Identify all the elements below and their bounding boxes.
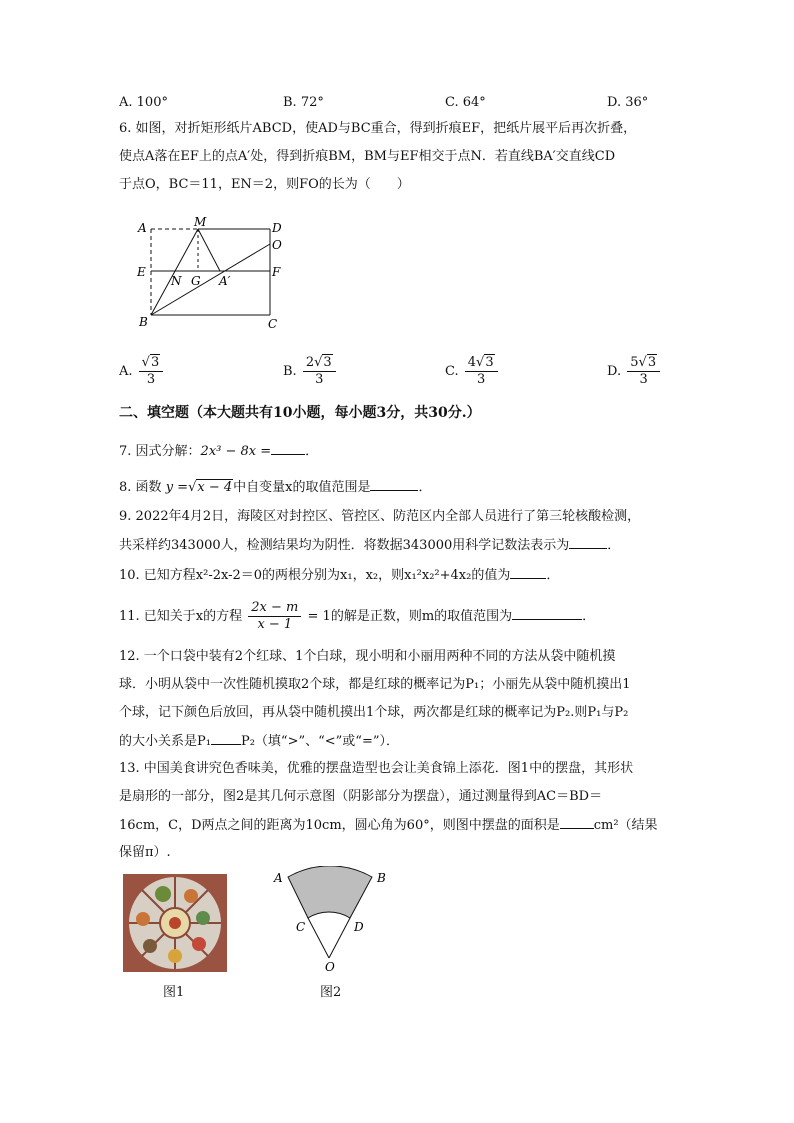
- q6-option-d-coef: 5: [630, 355, 639, 370]
- q12-answer-blank: [211, 732, 241, 745]
- q6-option-b-letter: B.: [283, 364, 297, 379]
- q12-line-2: 球．小明从袋中一次性随机摸取2个球，都是红球的概率记为P₁；小丽先从袋中随机摸出1: [119, 677, 631, 692]
- platter-photo: [123, 874, 227, 972]
- q6-option-a-den: 3: [146, 372, 156, 387]
- label-m: M: [194, 215, 207, 229]
- q6-rectangle-figure: [130, 212, 300, 334]
- q10-text: 10. 已知方程x²-2x-2＝0的两根分别为x₁，x₂，则x₁²x₂²+4x₂的值为: [119, 568, 511, 583]
- q9-line-2-text: 共采样约343000人，检测结果均为阴性．将数据343000用科学记数法表示为: [119, 538, 570, 553]
- q12-line-4-start: 的大小关系是P₁: [119, 734, 211, 749]
- q6-option-a: [119, 355, 165, 388]
- q8-middle: 中自变量x的取值范围是: [233, 480, 371, 495]
- q12-line-4-end: P₂（填“>”、“<”或“=”）．: [240, 734, 399, 749]
- figure-2-caption: 图2: [320, 985, 342, 1000]
- q6-option-a-radicand: 3: [150, 355, 160, 370]
- q6-option-d-den: 3: [639, 372, 648, 387]
- label-n: N: [171, 274, 182, 288]
- label-c: C: [268, 317, 278, 331]
- label-d: D: [272, 221, 282, 235]
- q6-option-b: [283, 355, 338, 388]
- sector-label-o: O: [325, 960, 335, 974]
- q6-line-1: 6. 如图，对折矩形纸片ABCD，使AD与BC重合，得到折痕EF，把纸片展平后再次折叠，: [119, 121, 637, 136]
- q6-option-d-radicand: 3: [647, 355, 657, 370]
- label-e: E: [137, 265, 146, 279]
- q5-option-c: C. 64°: [445, 95, 486, 110]
- sector-label-a: A: [274, 871, 283, 885]
- q8-line: 8. 函数 y =√x − 4中自变量x的取值范围是 ．: [119, 480, 432, 495]
- sector-diagram: [268, 866, 396, 976]
- q8-answer-blank: [370, 478, 418, 491]
- sector-label-b: B: [377, 871, 386, 885]
- q6-option-c-coef: 4: [467, 355, 477, 370]
- q11-prefix: 11. 已知关于x的方程: [119, 609, 243, 624]
- q5-option-b: B. 72°: [283, 95, 324, 110]
- q12-line-4: [119, 732, 679, 751]
- q6-option-b-radicand: 3: [323, 355, 332, 370]
- label-o: O: [272, 238, 282, 252]
- figure-1-caption: 图1: [163, 985, 185, 1000]
- q9-line-2: [119, 536, 679, 555]
- q9-suffix: ．: [607, 538, 621, 553]
- q6-option-a-letter: A.: [119, 364, 133, 379]
- q13-answer-blank: [560, 816, 594, 829]
- q13-line-1: 13. 中国美食讲究色香味美，优雅的摆盘造型也会让美食锦上添花．图1中的摆盘，其形状: [119, 761, 634, 776]
- q12-line-3: 个球，记下颜色后放回，再从袋中随机摸出1个球，两次都是红球的概率记为P₂.则P₁与P₂: [119, 705, 629, 720]
- q13-line-4: 保留π）.: [119, 845, 171, 860]
- q12-line-1: 12. 一个口袋中装有2个红球、1个白球，现小明和小丽用两种不同的方法从袋中随机摸: [119, 649, 616, 664]
- q8-prefix: 8. 函数: [119, 480, 162, 495]
- label-a-prime: A′: [219, 274, 231, 288]
- q6-option-c-fraction: $\frac{4√3}{3}$: [465, 355, 498, 388]
- q6-option-c-letter: C.: [445, 364, 459, 379]
- q6-option-c: [445, 355, 500, 388]
- q6-line-3: 于点O，BC＝11，EN＝2，则FO的长为（ ）: [119, 177, 410, 192]
- q11-suffix: ．: [582, 609, 596, 624]
- q11-line: [119, 600, 679, 633]
- q6-option-b-fraction: $\frac{2√3}{3}$: [303, 355, 336, 388]
- q6-option-d-fraction: $\frac{5√3}{3}$: [627, 355, 660, 388]
- label-b: B: [139, 315, 148, 329]
- q10-line: [119, 566, 679, 585]
- q5-option-d: D. 36°: [607, 95, 649, 110]
- q10-answer-blank: [510, 566, 546, 579]
- q6-option-c-den: 3: [477, 372, 486, 387]
- label-g: G: [191, 274, 201, 288]
- q13-line-3: [119, 816, 679, 835]
- q6-option-c-radicand: 3: [485, 355, 494, 370]
- q9-answer-blank: [569, 536, 607, 549]
- q13-line-3-text: 16cm，C，D两点之间的距离为10cm，圆心角为60°，则图中摆盘的面积是: [119, 818, 560, 833]
- q10-suffix: ．: [546, 568, 560, 583]
- label-a: A: [138, 221, 147, 235]
- q7-suffix: ．: [305, 444, 319, 459]
- q7-expression: 2x³ − 8x =: [200, 444, 272, 459]
- q6-option-b-coef: 2: [305, 355, 315, 370]
- q11-equals: = 1: [307, 609, 331, 624]
- q7-prefix: 7. 因式分解：: [119, 444, 201, 459]
- q6-line-2: 使点A落在EF上的点A′处，得到折痕BM，BM与EF相交于点N．若直线BA′交直线CD: [119, 149, 616, 164]
- q11-fraction: [248, 600, 301, 633]
- q7-line: [119, 442, 679, 461]
- q11-middle: 的解是正数，则m的取值范围为: [330, 609, 513, 624]
- q13-line-2: 是扇形的一部分，图2是其几何示意图（阴影部分为摆盘），通过测量得到AC＝BD＝: [119, 789, 603, 804]
- q8-radicand: x − 4: [197, 480, 233, 495]
- q6-option-d-letter: D.: [607, 364, 622, 379]
- q8-y-expression: y =: [165, 480, 189, 495]
- q11-numerator: 2x − m: [248, 600, 301, 617]
- q6-option-a-fraction: $\frac{√3}{3}$: [139, 355, 164, 388]
- q8-suffix: ．: [418, 480, 432, 495]
- q5-option-a: A. 100°: [119, 95, 168, 110]
- q11-denominator: x − 1: [257, 617, 293, 632]
- q11-answer-blank: [512, 607, 582, 620]
- label-f: F: [272, 265, 281, 279]
- q13-line-3-end: cm²（结果: [593, 818, 658, 833]
- q6-option-b-den: 3: [315, 372, 324, 387]
- q6-option-d: [607, 355, 662, 388]
- section-heading: 二、填空题（本大题共有10小题，每小题3分，共30分.）: [119, 405, 481, 421]
- sector-label-c: C: [296, 920, 306, 934]
- q9-line-1: 9. 2022年4月2日，海陵区对封控区、管控区、防范区内全部人员进行了第三轮核酸检测，: [119, 509, 641, 524]
- q7-answer-blank: [271, 442, 305, 455]
- sector-label-d: D: [354, 920, 364, 934]
